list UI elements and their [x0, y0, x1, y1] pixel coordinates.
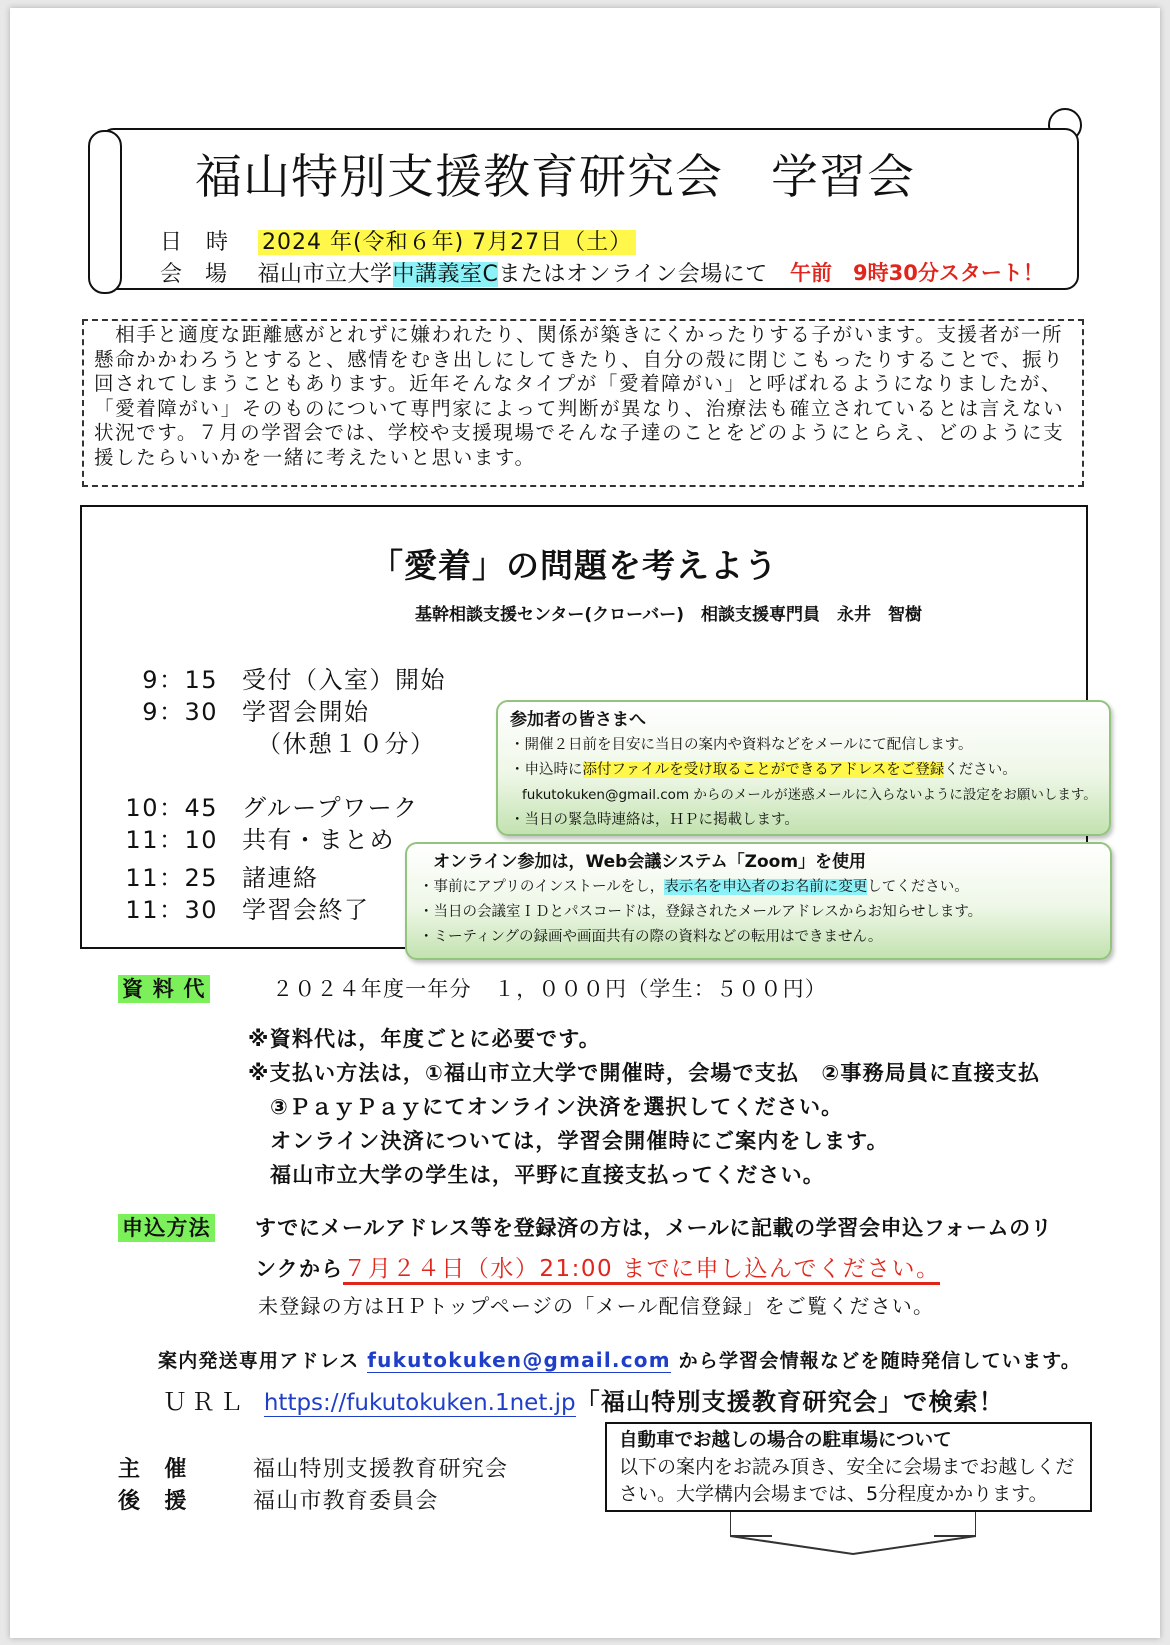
online-note-highlight: 表示名を申込者のお名前に変更 — [664, 879, 868, 895]
schedule-row — [90, 820, 395, 855]
schedule-time: 11：25 — [125, 864, 218, 892]
participants-note-text: ・申込時に — [510, 762, 583, 778]
contact-line — [158, 1346, 1081, 1373]
participants-note-heading: 参加者の皆さまへ — [510, 710, 646, 730]
url-line — [163, 1382, 1004, 1417]
start-notice: 午前 9時30分スタート！ — [790, 261, 1044, 285]
participants-note-text: ください。 — [944, 762, 1017, 778]
schedule-item: （休憩１０分） — [257, 730, 436, 758]
schedule-row — [90, 660, 446, 695]
contact-text: 案内発送専用アドレス — [158, 1350, 360, 1372]
schedule-time: 11：30 — [125, 896, 218, 924]
schedule-item: 学習会終了 — [242, 896, 370, 924]
host-value: 福山特別支援教育研究会 — [253, 1457, 509, 1482]
host-row — [118, 1452, 508, 1483]
online-note-text: してください。 — [867, 879, 969, 895]
scroll-curl-left — [88, 130, 122, 294]
online-note — [405, 842, 1112, 960]
online-note-line: ・ミーティングの録画や画面共有の際の資料などの転用はできません。 — [419, 929, 883, 945]
participants-note — [496, 700, 1111, 836]
participants-note-line: fukutokuken@gmail.com からのメールが迷惑メールに入らないように設定をお願いします。 — [522, 787, 1097, 803]
url-post: 「福山特別支援教育研究会」で検索！ — [575, 1388, 1005, 1416]
schedule-row — [105, 724, 436, 759]
participants-note-highlight: 添付ファイルを受け取ることができるアドレスをご登録 — [582, 762, 945, 778]
schedule-item: グループワーク — [242, 794, 419, 822]
support-label: 後 援 — [118, 1489, 188, 1514]
apply-text: ンクから — [255, 1257, 344, 1281]
online-note-text: ・事前にアプリのインストールをし， — [419, 879, 665, 895]
apply-line: 未登録の方はＨＰトップページの「メール配信登録」をご覧ください。 — [258, 1294, 935, 1318]
fee-label: 資 料 代 — [118, 975, 210, 1003]
venue-room: 中講義室C — [392, 262, 499, 287]
fee-label-wrap — [118, 973, 210, 1003]
online-note-heading: オンライン参加は，Web会議システム「Zoom」を使用 — [433, 852, 867, 872]
apply-line: すでにメールアドレス等を登録済の方は，メールに記載の学習会申込フォームのリ — [255, 1216, 1053, 1240]
support-value: 福山市教育委員会 — [253, 1489, 439, 1514]
parking-body: 以下の案内をお読み頂き、安全に会場までお越しください。大学構内会場までは、5分程度かかります。 — [619, 1456, 1075, 1505]
schedule-time: 10：45 — [125, 794, 218, 822]
fee-note: オンライン決済については，学習会開催時にご案内をします。 — [270, 1129, 889, 1153]
support-row — [118, 1484, 439, 1515]
venue-row — [160, 257, 768, 288]
schedule-row — [90, 788, 419, 823]
host-label: 主 催 — [118, 1457, 188, 1482]
schedule-item: 共有・まとめ — [242, 826, 395, 854]
down-arrow-icon — [730, 1512, 976, 1557]
fee-note: 福山市立大学の学生は，平野に直接支払ってください。 — [270, 1163, 825, 1187]
date-row — [160, 225, 636, 256]
schedule-row — [90, 692, 370, 727]
intro-text: 相手と適度な距離感がとれずに嫌われたり、関係が築きにくかったりする子がいます。支援者が一所懸命かかわろうとすると、感情をむき出しにしてきたり、自分の殻に閉じこもったりすることで、振り回されてしまうこともあります。近年そんなタイプが「愛着障がい」と呼ばれるようになりましたが、「愛着障がい」そのものについて専門家によって判断が異なり、治療法も確立されているとは言えない状況です。７月の学習会では、学校や支援現場でそんな子達のことをどのようにとらえ、どのように支援したらいいかを一緒に考えたいと思います。 — [82, 319, 1084, 487]
fee-note: ③ＰａｙＰａｙにてオンライン決済を選択してください。 — [270, 1095, 844, 1119]
schedule-time: 11：10 — [125, 826, 218, 854]
fee-note: ※資料代は，年度ごとに必要です。 — [248, 1027, 601, 1051]
program-title: 「愛着」の問題を考えよう — [370, 546, 778, 585]
apply-label-wrap — [118, 1212, 215, 1242]
page-title: 福山特別支援教育研究会 学習会 — [195, 150, 915, 205]
schedule-item: 受付（入室）開始 — [242, 666, 446, 694]
apply-label: 申込方法 — [118, 1214, 215, 1242]
apply-deadline: ７月２４日（水）21:00 までに申し込んでください。 — [343, 1256, 940, 1285]
schedule-row — [90, 890, 370, 925]
online-note-line: ・当日の会議室ＩＤとパスコードは，登録されたメールアドレスからお知らせします。 — [419, 904, 983, 920]
schedule-time: 9：30 — [142, 698, 218, 726]
contact-email-link[interactable]: fukutokuken@gmail.com — [367, 1348, 671, 1372]
parking-heading: 自動車でお越しの場合の駐車場について — [619, 1430, 952, 1451]
online-note-line — [419, 875, 1098, 900]
participants-note-line: ・当日の緊急時連絡は，ＨＰに掲載します。 — [510, 812, 799, 828]
speaker: 基幹相談支援センター(クローバー) 相談支援専門員 永井 智樹 — [415, 605, 923, 625]
parking-box — [605, 1422, 1092, 1512]
participants-note-line: ・開催２日前を目安に当日の案内や資料などをメールにて配信します。 — [510, 737, 973, 753]
schedule-row — [90, 858, 319, 893]
venue-pre: 福山市立大学 — [257, 262, 393, 287]
url-label: ＵＲＬ — [163, 1388, 247, 1416]
fee-amount: ２０２４年度一年分 １，０００円（学生：５００円） — [272, 977, 827, 1001]
schedule-time: 9：15 — [142, 666, 218, 694]
date-label: 日 時 — [160, 230, 230, 255]
fee-note: ※支払い方法は，①福山市立大学で開催時，会場で支払 ②事務局員に直接支払 — [248, 1061, 1041, 1085]
venue-label: 会 場 — [160, 262, 228, 287]
venue-post: またはオンライン会場にて — [498, 262, 768, 287]
date-value: 2024 年(令和６年) 7月27日（土） — [258, 230, 636, 255]
schedule-item: 諸連絡 — [242, 864, 319, 892]
url-link[interactable]: https://fukutokuken.1net.jp — [263, 1390, 576, 1416]
contact-text: から学習会情報などを随時発信しています。 — [678, 1350, 1082, 1372]
apply-line — [255, 1250, 940, 1283]
participants-note-line — [510, 758, 1097, 783]
schedule-item: 学習会開始 — [242, 698, 370, 726]
